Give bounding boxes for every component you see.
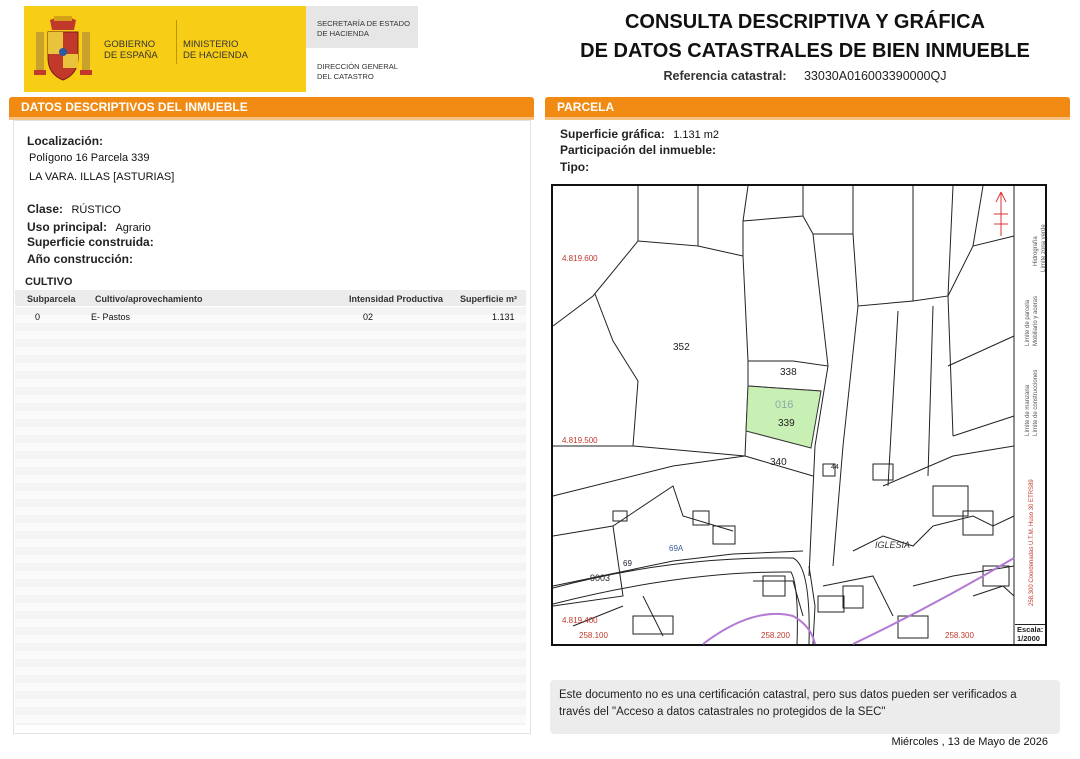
legend-manzana: Límite de manzana (1025, 384, 1031, 436)
th-subparcela: Subparcela (27, 294, 76, 304)
th-cultivo: Cultivo/aprovechamiento (95, 294, 203, 304)
descriptive-section-header: DATOS DESCRIPTIVOS DEL INMUEBLE (9, 97, 534, 117)
cadastral-map (551, 184, 1047, 646)
superficie-construida-label: Superficie construida: (27, 235, 154, 249)
map-label-44: 44 (831, 464, 839, 471)
disclaimer-note: Este documento no es una certificación catastral, pero sus datos pueden ser verificados a través del "Acceso a datos catastrales no protegidos de la SEC" (550, 680, 1060, 734)
legend-hidrografia: Hidrografía (1033, 236, 1039, 266)
anio-construccion-label: Año construcción: (27, 252, 134, 266)
parcel-label-69: 69 (623, 559, 632, 568)
localizacion-line2: LA VARA. ILLAS [ASTURIAS] (29, 171, 175, 183)
parcel-label-016: 016 (775, 399, 794, 411)
cultivo-table-body (15, 307, 526, 725)
ministry-name: MINISTERIO DE HACIENDA (183, 39, 248, 61)
coord-y2: 4.819.500 (562, 436, 598, 445)
map-scale: Escala: 1/2000 (1017, 625, 1044, 643)
ref-label: Referencia catastral: (663, 69, 787, 83)
th-intensidad: Intensidad Productiva (349, 294, 444, 304)
participacion-label: Participación del inmueble: (560, 143, 717, 157)
document-date: Miércoles , 13 de Mayo de 2026 (891, 736, 1048, 748)
table-row-cultivo: E- Pastos (91, 312, 131, 322)
secretariat-name: SECRETARÍA DE ESTADO DE HACIENDA (317, 19, 410, 38)
parcel-label-339: 339 (778, 418, 795, 429)
coord-x1: 258.100 (579, 631, 608, 640)
localizacion-label: Localización: (27, 134, 104, 148)
coord-y3: 4.819.400 (562, 616, 598, 625)
map-canvas (553, 186, 1045, 644)
coord-x3: 258.300 (945, 631, 974, 640)
cadastral-reference (540, 69, 1070, 83)
government-name: GOBIERNO DE ESPAÑA (104, 39, 158, 61)
clase-row: Clase: RÚSTICO (27, 202, 121, 216)
cultivo-table-header (15, 290, 526, 306)
document-title: CONSULTA DESCRIPTIVA Y GRÁFICA DE DATOS CATASTRALES DE BIEN INMUEBLE (580, 11, 1030, 62)
parcel-label-340: 340 (770, 457, 787, 468)
legend-construcciones: Límite de construcciones (1033, 369, 1039, 436)
logo-divider (176, 20, 177, 64)
parcel-label-352: 352 (673, 342, 690, 353)
direction-name: DIRECCIÓN GENERAL DEL CATASTRO (317, 62, 399, 81)
legend-zona-verde: Límite zona verde (1041, 224, 1047, 272)
north-arrow-icon (994, 192, 1008, 236)
map-label-iglesia: IGLESIA (875, 540, 911, 550)
legend-mobiliario: Mobiliario y aceras (1033, 295, 1039, 346)
legend-coords: 258,300 Coordenadas U.T.M. Huso 30 ETRS89 (1029, 479, 1035, 606)
th-superficie: Superficie m² (460, 294, 518, 304)
tipo-label: Tipo: (560, 160, 590, 174)
table-row-intensidad: 02 (363, 312, 374, 322)
parcela-section-header: PARCELA (545, 97, 1070, 117)
highlighted-parcel (746, 386, 821, 448)
table-row-superficie: 1.131 (492, 312, 515, 322)
map-legend (1015, 186, 1045, 626)
parcel-label-9003: 9003 (590, 573, 611, 583)
legend-limite-parcela: Límite de parcela (1025, 299, 1031, 346)
cultivo-title: CULTIVO (25, 276, 73, 288)
ref-value: 33030A016003390000QJ (803, 69, 947, 83)
localizacion-line1: Polígono 16 Parcela 339 (29, 152, 150, 164)
parcel-label-338: 338 (780, 367, 797, 378)
coord-x2: 258.200 (761, 631, 790, 640)
superficie-grafica-row: Superficie gráfica: 1.131 m2 (560, 127, 720, 141)
parcela-header-underline (545, 117, 1070, 120)
uso-row: Uso principal: Agrario (27, 220, 151, 234)
parcel-label-69a: 69A (669, 544, 684, 553)
coord-y1: 4.819.600 (562, 254, 598, 263)
coat-of-arms-icon (34, 14, 92, 84)
table-row-subparcela: 0 (35, 312, 41, 322)
